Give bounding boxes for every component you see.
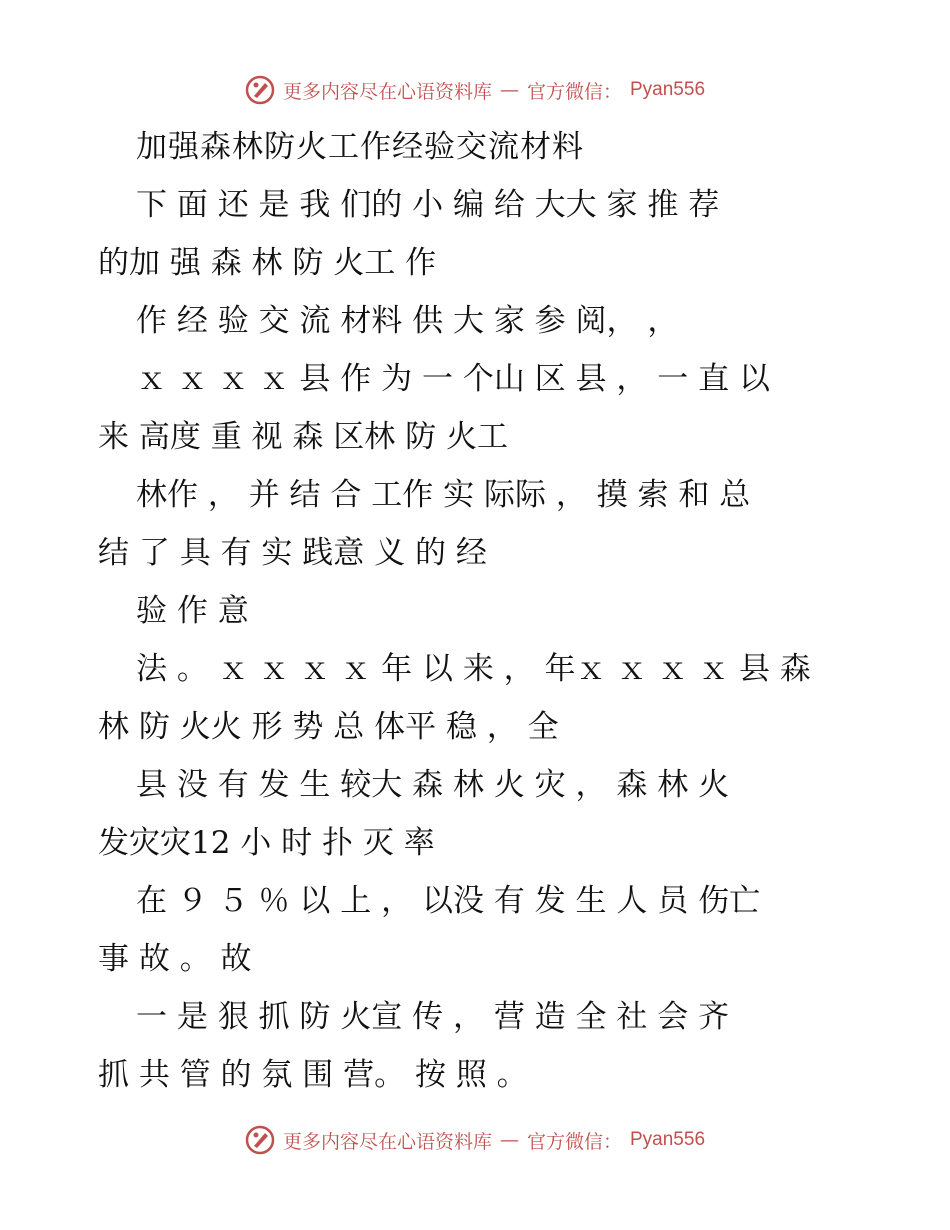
text-line: 林 防 火火 形 势 总 体平 稳 ， 全 bbox=[98, 709, 559, 745]
text-line: 林作 ， 并 结 合 工作 实 际际 ， 摸 索 和 总 bbox=[136, 477, 751, 513]
text-line: 验 作 意 bbox=[136, 593, 249, 629]
footer-watermark bbox=[0, 1120, 950, 1160]
text-line: 作 经 验 交 流 材料 供 大 家 参 阅， ， bbox=[136, 303, 679, 339]
text-line: 事 故 。 故 bbox=[98, 941, 252, 977]
brand-logo-icon bbox=[245, 1125, 275, 1155]
text-line: 结 了 具 有 实 践意 义 的 经 bbox=[98, 535, 487, 571]
header-watermark bbox=[0, 70, 950, 110]
watermark-wechat-label: 官方微信： bbox=[526, 80, 622, 103]
text-line: 一 是 狠 抓 防 火宣 传 ， 营 造 全 社 会 齐 bbox=[136, 999, 730, 1035]
text-line: 下 面 还 是 我 们的 小 编 给 大大 家 推 荐 bbox=[136, 187, 720, 223]
document-title: 加强森林防火工作经验交流材料 bbox=[136, 129, 584, 165]
watermark-wechat-id: Pyan556 bbox=[630, 79, 706, 100]
text-line: ｘ ｘ ｘ ｘ 县 作 为 一 个山 区 县 ， 一 直 以 bbox=[136, 361, 770, 397]
watermark-separator: — bbox=[499, 1129, 519, 1151]
text-line: 在 ９ ５ ％ 以 上 ， 以没 有 发 生 人 员 伤亡 bbox=[136, 883, 761, 919]
document-body bbox=[98, 118, 858, 1104]
text-line: 来 高度 重 视 森 区林 防 火工 bbox=[98, 419, 508, 455]
watermark-text: 更多内容尽在心语资料库 bbox=[282, 80, 492, 103]
text-line: 法 。 ｘ ｘ ｘ ｘ 年 以 来 ， 年ｘ ｘ ｘ ｘ 县 森 bbox=[136, 651, 811, 687]
watermark-separator: — bbox=[499, 79, 519, 101]
text-line: 县 没 有 发 生 较大 森 林 火 灾 ， 森 林 火 bbox=[136, 767, 730, 803]
text-line: 发灾灾12 小 时 扑 灭 率 bbox=[98, 825, 435, 861]
brand-logo-icon bbox=[245, 75, 275, 105]
text-line: 抓 共 管 的 氛 围 营。 按 照 。 bbox=[98, 1057, 528, 1093]
watermark-wechat-label: 官方微信： bbox=[526, 1130, 622, 1153]
text-line: 的加 强 森 林 防 火工 作 bbox=[98, 245, 437, 281]
watermark-text: 更多内容尽在心语资料库 bbox=[282, 1130, 492, 1153]
watermark-wechat-id: Pyan556 bbox=[630, 1129, 706, 1150]
